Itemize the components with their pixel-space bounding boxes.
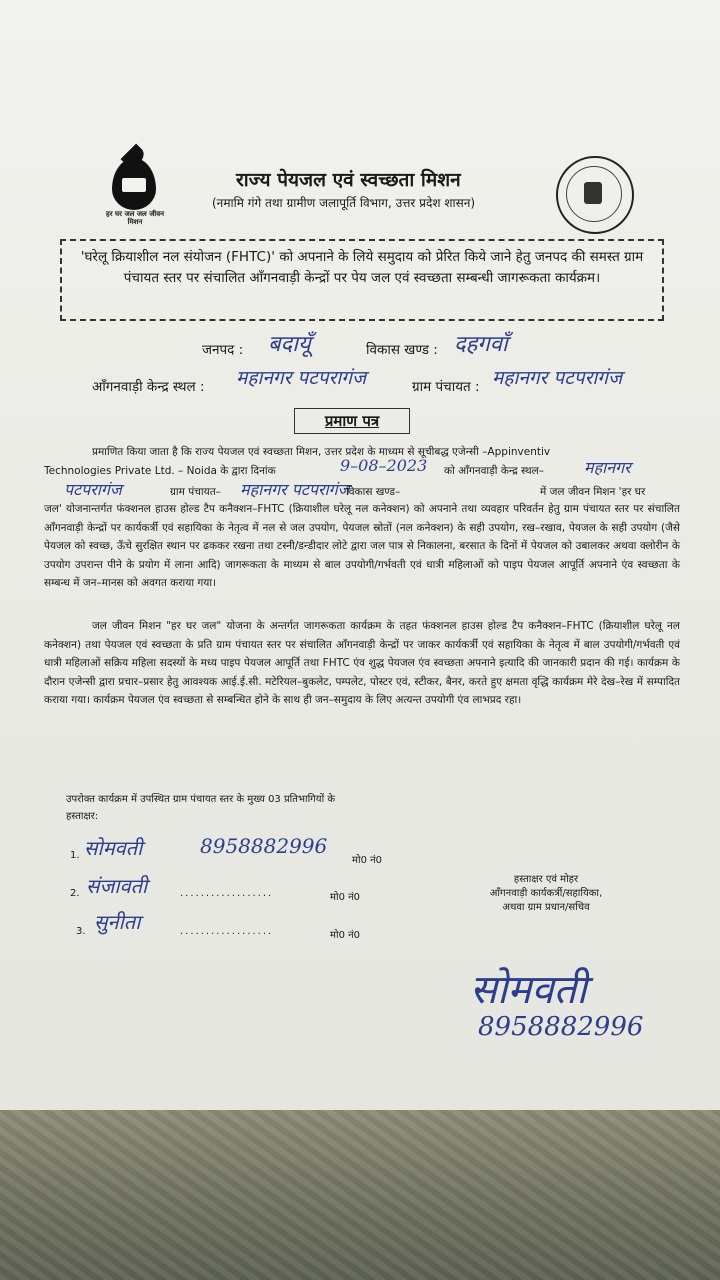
para1-line2c: महानगर xyxy=(584,458,631,477)
mobile-label: मो0 नं0 xyxy=(352,855,383,866)
har-ghar-jal-logo xyxy=(100,158,170,238)
stamp-caption xyxy=(456,873,636,915)
aanganwadi-label: आँगनवाड़ी केन्द्र स्थल : xyxy=(92,379,205,395)
signatory-name: सुनीता xyxy=(94,910,141,934)
signature: सोमवती xyxy=(470,967,587,1013)
para1-line3a: पटपरागंज xyxy=(64,480,122,499)
signatory-number: 3. xyxy=(76,926,86,937)
up-government-seal-icon xyxy=(556,156,634,234)
aanganwadi-value: महानगर पटपरागंज xyxy=(236,367,367,389)
mobile-label: मो0 नं0 xyxy=(330,892,361,903)
para1-line3d: विकास खण्ड– xyxy=(346,486,401,498)
mobile-label: मो0 नं0 xyxy=(330,930,361,941)
signatories-label: हस्ताक्षर: xyxy=(66,811,99,822)
para1-body: जल' योजनान्तर्गत फंक्शनल हाउस होल्ड टैप कनैक्शन–FHTC (क्रियाशील घरेलू नल कनेक्शन) को अपनाने तथा व्यवहार परिवर्तन हेतु ग्राम पंचायत स्तर पर संचालित आँगनवाड़ी केन्द्रों पर कार्यकर्त्री एवं सहायिका के नेतृत्व में नल से जल उपयोग, पेयजल स्रोतों (नल कनेक्शन) के सही उपयोग, रख–रखाव, पेयजल के सही उपयोग (जैसे पेयजल को स्वच्छ, ऊँचे सुरक्षित स्थान पर ढककर रखना तथा टस्नी/डन्डीदार लोटे द्वारा जल पात्र से निकालना, बरसात के दिनों में पेयजल को उबालकर अथवा क्लोरीन के उपयोग उपरान्त पीने के प्रयोग में लाना आदि) जागरूकता के माध्यम से बाल उपयोगी/गर्भवती एवं धात्री महिलाओं को पाइप पेयजल आपूर्ति अपनाने एंव स्वच्छता के सम्बन्ध में जन–मानस को अवगत कराया गया। xyxy=(44,503,680,590)
logo-caption: हर घर जल जल जीवन मिशन xyxy=(106,210,164,226)
stamp-line-3: अथवा ग्राम प्रधान/सचिव xyxy=(502,902,590,913)
janpad-value: बदायूँ xyxy=(268,332,311,357)
certificate-title: प्रमाण पत्र xyxy=(294,408,410,434)
gram-panchayat-label: ग्राम पंचायत : xyxy=(412,379,480,395)
para1-line3b: ग्राम पंचायत– xyxy=(170,486,221,498)
dotted-line: .................. xyxy=(180,888,274,899)
janpad-label: जनपद : xyxy=(202,342,244,358)
dotted-line: .................. xyxy=(180,926,274,937)
gram-panchayat-value: महानगर पटपरागंज xyxy=(492,367,623,389)
header-subtitle: (नमामि गंगे तथा ग्रामीण जलापूर्ति विभाग, उत्तर प्रदेश शासन) xyxy=(212,196,476,210)
para1-line3c: महानगर पटपरागंज xyxy=(240,480,350,499)
stamp-line-2: आँगनवाड़ी कार्यकर्त्री/सहायिका, xyxy=(489,888,603,899)
vikas-khand-label: विकास खण्ड : xyxy=(366,342,438,358)
signatory-number: 1. xyxy=(70,850,80,861)
program-banner: 'घरेलू क्रियाशील नल संयोजन (FHTC)' को अपनाने के लिये समुदाय को प्रेरित किये जाने हेतु जनपद की समस्त ग्राम पंचायत स्तर पर संचालित आँगनवाड़ी केन्द्रों पर पेय जल एवं स्वच्छता सम्बन्धी जागरूकता कार्यक्रम। xyxy=(60,239,664,321)
signatory-name: सोमवती xyxy=(84,836,143,860)
background-cloth xyxy=(0,1110,720,1280)
header-title: राज्य पेयजल एवं स्वच्छता मिशन xyxy=(236,169,461,191)
signatory-number: 2. xyxy=(70,888,80,899)
para1-line2a: Technologies Private Ltd. – Noida के द्वारा दिनांक xyxy=(44,465,276,477)
para1-line2b: को आँगनवाड़ी केन्द्र स्थल– xyxy=(444,465,544,477)
vikas-khand-value: दहगवाँ xyxy=(454,332,508,357)
signature-number: 8958882996 xyxy=(478,1012,644,1042)
para1-line3e: में जल जीवन मिशन 'हर घर xyxy=(540,486,646,498)
signatory-name: संजावती xyxy=(86,874,148,898)
para2-body: जल जीवन मिशन "हर घर जल" योजना के अन्तर्गत जागरूकता कार्यक्रम के तहत फंक्शनल हाउस होल्ड टैप कनैक्शन–FHTC (क्रियाशील घरेलू नल कनेक्शन) तथा पेयजल एवं स्वच्छता के प्रति ग्राम पंचायत स्तर पर संचालित आँगनवाड़ी केन्द्रों पर जाकर कार्यकर्त्री एवं सहायिका के नेतृत्व में बाल उपयोगी/गर्भवती एवं धात्री महिलाओं सक्रिय महिला सदस्यों के मध्य पाइप पेयजल आपूर्ति तथा FHTC एंव शुद्ध पेयजल एंव स्वच्छता अपनाने इत्यादि की जानकारी प्रदान की गई। कार्यक्रम के दौरान एजेन्सी द्वारा प्रचार–प्रसार हेतु आवश्यक आई.ई.सी. मटेरियल–बुकलेट, पम्पलेट, पोस्टर एवं, स्टीकर, बैनर, करते हुए क्षमता वृद्धि कार्यक्रम मेरे देख–रेख में सम्पादित कराया गया। कार्यक्रम पेयजल एंव स्वच्छता से सम्बन्धित होने के साथ ही जन–समुदाय के लिए अत्यन्त उपयोगी एंव लाभप्रद रहा। xyxy=(44,620,680,707)
para1-line1: प्रमाणित किया जाता है कि राज्य पेयजल एवं स्वच्छता मिशन, उत्तर प्रदेश के माध्यम से सूचीबद्ध एजेन्सी –Appinventiv xyxy=(92,446,551,458)
water-drop-icon xyxy=(112,158,156,210)
signatories-intro: उपरोक्त कार्यक्रम में उपस्थित ग्राम पंचायत स्तर के मुख्य 03 प्रतिभागियों के xyxy=(66,794,336,805)
program-date: 9–08–2023 xyxy=(340,456,428,475)
stamp-line-1: हस्ताक्षर एवं मोहर xyxy=(513,874,579,885)
signatory-mobile: 8958882996 xyxy=(200,834,328,858)
